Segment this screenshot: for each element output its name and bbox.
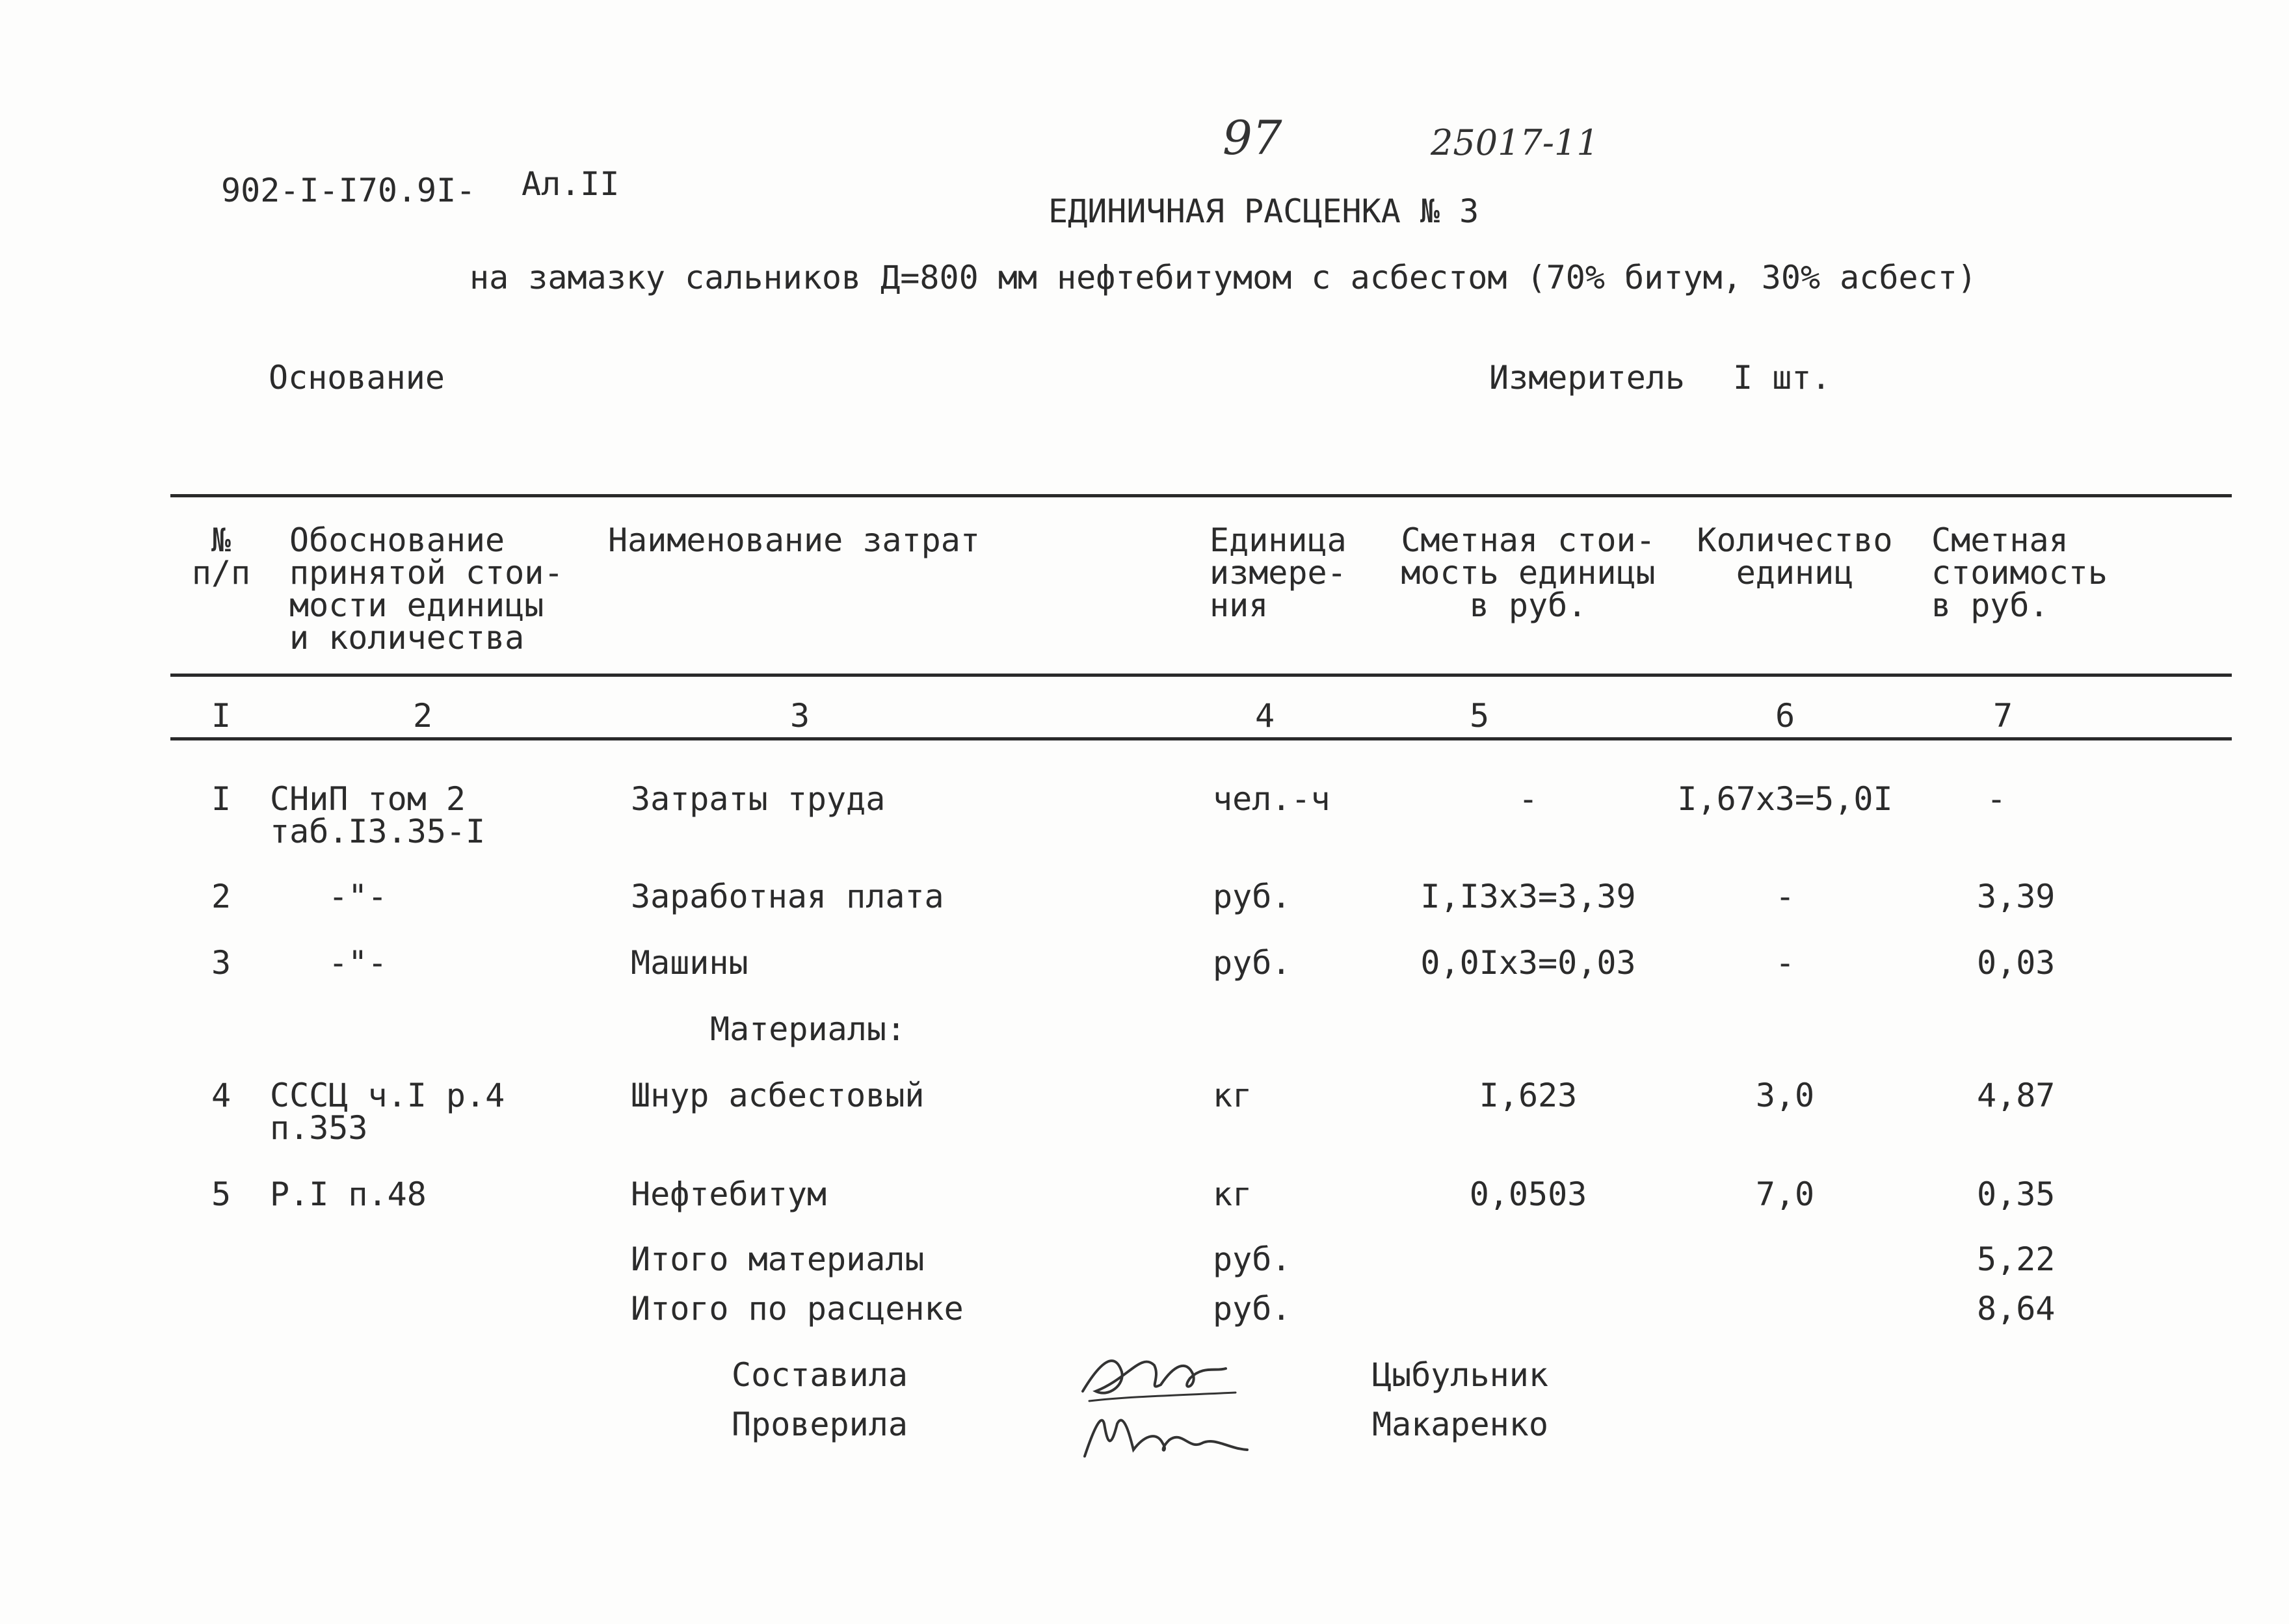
- row-number: 2: [211, 878, 232, 915]
- header-bottom-rule: [170, 674, 2232, 677]
- row-unit: руб.: [1213, 944, 1291, 982]
- header-unit: Единица измере- ния: [1210, 521, 1347, 624]
- handwritten-doc-number: 25017-11: [1431, 122, 1599, 163]
- header-quantity: Количество единиц: [1697, 521, 1893, 592]
- row-number: 5: [211, 1175, 232, 1213]
- row-total: 3,39: [1977, 878, 2056, 915]
- row-quantity: 7,0: [1755, 1175, 1815, 1213]
- row-price: I,623: [1479, 1077, 1578, 1114]
- header-total: Сметная стоимость в руб.: [1931, 521, 2108, 624]
- row-unit: кг: [1213, 1077, 1252, 1114]
- totals-value: 8,64: [1977, 1290, 2056, 1328]
- totals-unit: руб.: [1213, 1290, 1291, 1328]
- signature-role-compiled: Составила: [732, 1356, 908, 1394]
- row-price: 0,0Iх3=0,03: [1420, 944, 1636, 982]
- totals-row-materials: [0, 1240, 2289, 1282]
- signature-role-checked: Проверила: [732, 1406, 908, 1443]
- column-number-1: I: [211, 697, 232, 735]
- column-number-3: 3: [789, 697, 810, 735]
- row-basis: -"-: [328, 878, 388, 915]
- totals-name: Итого по расценке: [631, 1290, 964, 1328]
- row-unit: кг: [1213, 1175, 1252, 1213]
- totals-unit: руб.: [1213, 1240, 1291, 1278]
- row-name: Нефтебитум: [631, 1175, 827, 1213]
- row-basis: СССЦ ч.I р.4 п.353: [270, 1077, 505, 1147]
- row-number: I: [211, 780, 232, 818]
- basis-label: Основание: [269, 359, 445, 397]
- row-name: Шнур асбестовый: [631, 1077, 925, 1114]
- row-total: 4,87: [1977, 1077, 2056, 1114]
- row-basis: -"-: [328, 944, 388, 982]
- row-unit: руб.: [1213, 878, 1291, 915]
- header-unit-price: Сметная стои- мость единицы в руб.: [1401, 521, 1656, 624]
- unit-value: I шт.: [1733, 359, 1831, 397]
- unit-label: Измеритель: [1489, 359, 1686, 397]
- column-number-5: 5: [1469, 697, 1490, 735]
- signature-name-checked: Макаренко: [1372, 1406, 1548, 1443]
- row-basis: P.I п.48: [270, 1175, 427, 1213]
- row-total: -: [1986, 780, 2007, 818]
- row-quantity: I,67х3=5,0I: [1677, 780, 1893, 818]
- row-quantity: -: [1775, 944, 1795, 982]
- row-basis: СНиП том 2 таб.I3.35-I: [270, 780, 486, 850]
- materials-subheading: Материалы:: [710, 1010, 906, 1048]
- row-unit: чел.-ч: [1213, 780, 1330, 818]
- document-title: ЕДИНИЧНАЯ РАСЦЕНКА № 3: [1048, 192, 1479, 230]
- table-row: [0, 1079, 2289, 1177]
- header-cost-name: Наименование затрат: [608, 521, 980, 559]
- column-numbers-rule: [170, 737, 2232, 740]
- row-number: 3: [211, 944, 232, 982]
- totals-value: 5,22: [1977, 1240, 2056, 1278]
- column-number-6: 6: [1775, 697, 1795, 735]
- document-subtitle: на замазку сальников Д=800 мм нефтебитумом с асбестом (70% битум, 30% асбест): [470, 259, 1977, 296]
- document-code: 902-I-I70.9I-: [221, 172, 476, 209]
- totals-row-overall: [0, 1292, 2289, 1331]
- handwritten-signature-2: [1072, 1398, 1254, 1469]
- handwritten-page-number: 97: [1223, 111, 1282, 165]
- table-top-rule: [170, 494, 2232, 497]
- row-quantity: -: [1775, 878, 1795, 915]
- sheet-number: Ал.II: [522, 165, 620, 203]
- column-number-2: 2: [412, 697, 433, 735]
- totals-name: Итого материалы: [631, 1240, 925, 1278]
- row-number: 4: [211, 1077, 232, 1114]
- table-row: [0, 780, 2289, 880]
- header-basis: Обоснование принятой стои- мости единицы и количества: [289, 521, 564, 657]
- row-quantity: 3,0: [1755, 1077, 1815, 1114]
- table-row: [0, 944, 2289, 1048]
- column-number-7: 7: [1992, 697, 2013, 735]
- row-name: Заработная плата: [631, 878, 944, 915]
- signature-name-compiled: Цыбульник: [1372, 1356, 1548, 1394]
- row-name: Машины: [631, 944, 748, 982]
- row-total: 0,35: [1977, 1175, 2056, 1213]
- row-price: I,I3х3=3,39: [1420, 878, 1636, 915]
- row-price: -: [1518, 780, 1539, 818]
- column-number-4: 4: [1254, 697, 1275, 735]
- row-name: Затраты труда: [631, 780, 886, 818]
- row-price: 0,0503: [1469, 1175, 1587, 1213]
- header-row-number: № п/п: [191, 521, 251, 592]
- row-total: 0,03: [1977, 944, 2056, 982]
